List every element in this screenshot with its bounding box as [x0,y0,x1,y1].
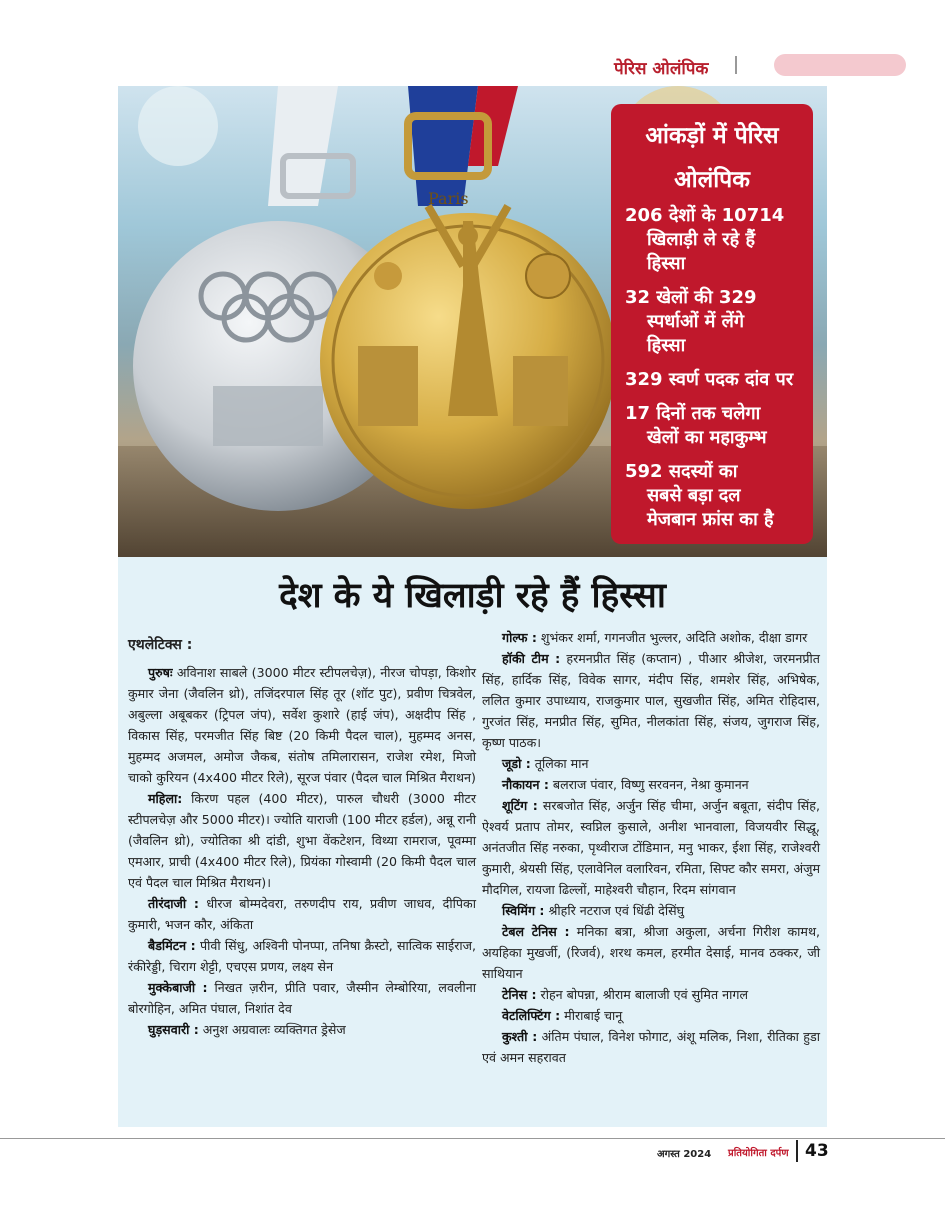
footer-divider [796,1140,798,1162]
athletes-panel [118,557,827,1127]
tennis: टेनिस : रोहन बोपन्ना, श्रीराम बालाजी एवं सुमित नागल [502,987,749,1002]
judo: जूडो : तूलिका मान [502,756,589,771]
stats-box [611,104,813,544]
boxing: मुक्केबाजी : निखत ज़रीन, प्रीति पवार, जैस्मीन लेम्बोरिया, लवलीना बोरगोहिन, अमित पंघाल, निशांत देव [128,980,476,1016]
medal-engraving: Paris [428,189,469,208]
stat-item: 329 स्वर्ण पदक दांव पर [625,369,794,390]
archery: तीरंदाजी : धीरज बोम्मदेवरा, तरुणदीप राय, प्रवीण जाधव, दीपिका कुमारी, भजन कौर, अंकिता [128,896,476,932]
stat-item: 32 खेलों की 329 स्पर्धाओं में लेंगे हिस्सा [625,287,757,356]
rowing: नौकायन : बलराज पंवार, विष्णु सरवनन, नेश्रा कुमानन [502,777,749,792]
athletics-women: महिला: किरण पहल (400 मीटर), पारुल चौधरी (3000 मीटर स्टीपलचेज़ और 5000 मीटर)। ज्योति याराजी (100 मीटर हर्डल), अन्नू रानी (जैवलिन थ्रो), ज्योतिका श्री दांडी, शुभा वेंकटेशन, विथ्या रामराज, पूवम्मा एमआर, प्राची (4x400 मीटर रिले), प्रियंका गोस्वामी (20 किमी पैदल चाल एवं पैदल चाल मिश्रित मैराथन)। [128,791,476,890]
weightlifting: वेटलिफ्टिंग : मीराबाई चानू [502,1008,623,1023]
wrestling: कुश्ती : अंतिम पंघाल, विनेश फोगाट, अंशू मलिक, निशा, रीतिका हुडा एवं अमन सहरावत [482,1029,820,1065]
stats-title: आंकड़ों में पेरिस ओलंपिक [645,123,779,193]
stats-list [625,204,811,542]
header-divider [735,56,737,74]
stat-item: 17 दिनों तक चलेगा खेलों का महाकुम्भ [625,403,767,448]
panel-title: देश के ये खिलाड़ी रहे हैं हिस्सा [279,576,666,616]
section-header [610,52,910,82]
footer-brand-logo: प्रतियोगिता दर्पण [728,1148,789,1159]
right-column [482,627,820,1068]
section-label: पेरिस ओलंपिक [614,59,709,79]
stat-item: 592 सदस्यों का सबसे बड़ा दल मेजबान फ्रांस का है [625,461,774,530]
athletics-men: पुरुषः अविनाश साबले (3000 मीटर स्टीपलचेज़), नीरज चोपड़ा, किशोर कुमार जेना (जैवलिन थ्रो), तजिंदरपाल सिंह तूर (शॉट पुट), प्रवीण चित्रवेल, अबुल्ला अबूबकर (ट्रिपल जंप), सर्वेश कुशारे (हाई जंप), अक्षदीप सिंह , विकास सिंह, परमजीत सिंह बिष्ट (20 किमी पैदल चाल), मुहम्मद अनस, मुहम्मद अजमल, अमोज जैकब, संतोष तमिलारासन, राजेश रमेश, मिजो चाको कुरियन (4x400 मीटर रिले), सूरज पंवार (पैदल चाल मिश्रित मैराथन) [128,665,476,785]
footer-rule [0,1138,945,1139]
silver-ribbon [268,86,338,206]
footer-date: अगस्त 2024 [657,1149,712,1160]
golf: गोल्फ : शुभंकर शर्मा, गगनजीत भुल्लर, अदिति अशोक, दीक्षा डागर [502,630,808,645]
header-pill-decoration [774,54,906,76]
shooting: शूटिंग : सरबजोत सिंह, अर्जुन सिंह चीमा, अर्जुन बबूता, संदीप सिंह, ऐश्वर्य प्रताप तोमर, स्वप्निल कुसाले, अनीश भानवाला, विजयवीर सिद्धू, अनंतजीत सिंह नरुका, पृथ्वीराज टोंडिमान, मनु भाकर, ईशा सिंह, राजेश्वरी कुमारी, श्रेयसी सिंह, एलावेनिल वलारिवन, रमिता, सिफ्ट कौर समरा, अंजुम मौदगिल, रायजा ढिल्लों, माहेश्वरी चौहान, रिदम सांगवान [482,798,820,897]
swimming: स्विमिंग : श्रीहरि नटराज एवं धिंढी देसिंघु [502,903,685,918]
hockey: हॉकी टीम : हरमनप्रीत सिंह (कप्तान) , पीआर श्रीजेश, जरमनप्रीत सिंह, हार्दिक सिंह, विवेक सागर, मंदीप सिंह, शमशेर सिंह, अभिषेक, ललित कुमार उपाध्याय, राजकुमार पाल, सुखजीत सिंह, अमित रोहिदास, गुरजंत सिंह, मनप्रीत सिंह, सुमित, नीलकांता सिंह, संजय, जुगराज सिंह, कृष्ण पाठक। [482,651,820,750]
page-number: 43 [805,1141,829,1161]
equestrian: घुड़सवारी : अनुश अग्रवालः व्यक्तिगत ड्रेसेज [148,1022,346,1037]
athletics-heading: एथलेटिक्स : [128,637,193,653]
badminton: बैडमिंटन : पीवी सिंधु, अश्विनी पोनप्पा, तनिषा क्रैस्टो, सात्विक साईराज, रंकीरेड्डी, चिराग शेट्टी, एचएस प्रणय, लक्ष्य सेन [128,938,477,974]
left-column [128,635,476,1040]
hero-medals-image [118,86,827,557]
stat-item: 206 देशों के 10714 खिलाड़ी ले रहे हैं हिस्सा [625,205,785,274]
gold-ribbon [408,86,478,206]
table-tennis: टेबल टेनिस : मनिका बत्रा, श्रीजा अकुला, अर्चना गिरीश कामथ, अयहिका मुखर्जी, (रिजर्व), शरथ कमल, हरमीत देसाई, मानव ठक्कर, जी साथियान [482,924,820,981]
